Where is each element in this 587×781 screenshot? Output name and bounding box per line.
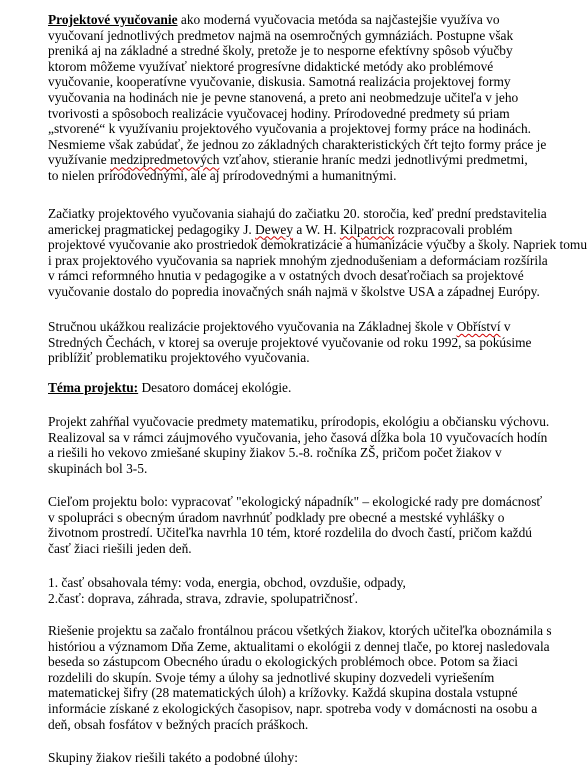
text-line — [48, 152, 528, 167]
text-line — [48, 350, 310, 365]
text-run: 2.časť: doprava, záhrada, strava, zdravie, spolupatričnosť. — [48, 590, 359, 606]
text-run: Stredných Čechách, v ktorej sa overuje projektové vyučovanie od roku 1992, sa pokúsime — [48, 334, 532, 350]
text-line — [48, 494, 542, 509]
text-line — [48, 510, 504, 525]
text-line — [48, 654, 518, 669]
text-line — [48, 59, 493, 74]
text-run: „stvorené“ k využívaniu projektového vyučovania a projektovej formy práce na hodinách. — [48, 121, 532, 137]
text-line — [48, 525, 532, 540]
text-run: rozpracovali problém — [394, 221, 513, 237]
text-line — [48, 253, 548, 268]
text-line — [48, 639, 550, 654]
text-line — [48, 445, 502, 460]
text-line — [48, 28, 513, 43]
text-run: v rámci reformného hnutia v pedagogike a v ostatných dvoch desaťročiach sa projektové — [48, 268, 524, 284]
text-run: Riešenie projektu sa začalo frontálnou prácou všetkých žiakov, ktorých učiteľka oboznámila s — [48, 623, 552, 638]
text-run: históriou a významom Dňa Zeme, aktualitami o ekológii z dennej tlače, po ktorej nasledovala — [48, 638, 550, 654]
text-line — [48, 268, 524, 283]
spellcheck-word: Obříství — [456, 319, 501, 334]
text-run: Cieľom projektu bolo: vypracovať "ekologický nápadník" – ekologické rady pre domácnosť — [48, 494, 543, 509]
text-run: matematickej šifry (28 matematických úloh) a krížovky. Každá skupina dostala vstupné — [48, 685, 518, 701]
text-line — [48, 137, 546, 152]
text-run: v — [500, 319, 511, 334]
heading-label: Projektové vyučovanie — [48, 12, 178, 27]
text-run: vzťahov, stieranie hraníc medzi jednotlivými predmetmi, — [219, 152, 528, 168]
spellcheck-word: medzipredmetových — [110, 152, 220, 168]
text-line — [48, 74, 511, 89]
text-run: tvorivosti a spôsoboch realizácie vyučovacej hodiny. Prírodovedné predmety sú priam — [48, 105, 510, 121]
text-run: priblížiť problematiku projektového vyučovania. — [48, 350, 310, 366]
text-run: vyučovania na hodinách nie je pevne stanovená, a preto ani neobmedzuje učiteľa v jeho — [48, 90, 519, 105]
text-run: Začiatky projektového vyučovania siahajú do začiatku 20. storočia, keď prední predstavitelia — [48, 206, 547, 221]
text-line — [48, 206, 547, 221]
spellcheck-word: Kilpatrick — [339, 221, 395, 237]
text-line — [48, 319, 511, 334]
text-run: Nesmieme však zabúdať, že jednou zo základných charakteristických čŕt tejto formy práce je — [48, 136, 547, 152]
text-run: Stručnou ukážkou realizácie projektového vyučovania na Základnej škole v — [48, 319, 457, 334]
text-line — [48, 461, 147, 476]
text-line — [48, 237, 587, 252]
text-line — [48, 90, 518, 105]
text-run: americkej pragmatickej pedagogiky J. — [48, 221, 256, 237]
text-line — [48, 335, 531, 350]
text-run: beseda so zástupcom Obecného úradu o ekologických problémoch obce. Potom sa žiaci — [48, 654, 519, 670]
text-run: i prax projektového vyučovania sa napriek mnohým zjednodušeniam a deformáciam rozšírila — [48, 252, 548, 268]
text-line — [48, 717, 308, 732]
text-line — [48, 284, 540, 299]
text-run: vyučovanie dostalo do popredia inovačných snáh najmä v školstve USA a západnej Európy. — [48, 284, 540, 299]
text-line — [48, 121, 531, 136]
text-run: informácie získané z ekologických časopisov, napr. spotreba vody v domácnosti na osobu a — [48, 701, 538, 716]
text-run: v spolupráci s obecným úradom navrhnúť podklady pre obecné a mestské vyhlášky o — [48, 509, 505, 525]
text-run: ktorom môžeme využívať niektoré progresívne didaktické metódy ako problémové — [48, 58, 494, 74]
text-run: preniká aj na základné a stredné školy, pretože je to nesporne efektívny spôsob výučby — [48, 43, 513, 59]
text-run: 1. časť obsahovala témy: voda, energia, obchod, ovzdušie, odpady, — [48, 575, 406, 590]
text-run: skupinách bol 3-5. — [48, 460, 148, 476]
text-run: a riešili ho vekovo zmiešané skupiny žiakov 5.-8. ročníka ZŠ, pričom počet žiakov v — [48, 445, 502, 461]
text-run: vyučovanie, kooperatívne vyučovanie, diskusia. Samotná realizácia projektovej formy — [48, 74, 511, 90]
text-run: Desatoro domácej ekológie. — [138, 380, 292, 395]
text-line — [48, 750, 298, 765]
text-line — [48, 12, 500, 27]
text-line — [48, 414, 549, 429]
text-line — [48, 623, 552, 638]
text-run: to nielen prírodovednými, ale aj prírodovednými a humanitnými. — [48, 168, 397, 183]
text-run: Projekt zahŕňal vyučovacie predmety matematiku, prírodopis, ekológiu a občiansku výchovu. — [48, 414, 550, 429]
text-line — [48, 685, 518, 700]
text-line — [48, 168, 396, 183]
text-line — [48, 701, 537, 716]
text-line — [48, 575, 406, 590]
text-line — [48, 541, 192, 556]
text-line — [48, 380, 291, 395]
text-line — [48, 106, 510, 121]
text-run: projektové vyučovanie ako prostriedok demokratizácie a humanizácie výučby a školy. Napriek tomu — [48, 237, 587, 253]
text-run: a W. H. — [293, 221, 340, 237]
text-run: Realizoval sa v rámci záujmového vyučovania, jeho časová dĺžka bola 10 vyučovacích hodín — [48, 429, 548, 445]
text-line — [48, 670, 494, 685]
text-run: využívanie — [48, 152, 111, 168]
heading-label: Téma projektu: — [48, 380, 139, 395]
text-run: životnom prostredí. Učiteľka navrhla 10 tém, ktoré rozdelila do dvoch častí, pričom každú — [48, 525, 533, 541]
text-line — [48, 430, 547, 445]
text-run: ako moderná vyučovacia metóda sa najčastejšie využíva vo — [177, 12, 500, 27]
text-run: deň, obsah fosfátov v bežných pracích práškoch. — [48, 716, 309, 732]
text-line — [48, 222, 512, 237]
text-line — [48, 591, 358, 606]
text-run: vyučovaní jednotlivých predmetov najmä na osemročných gymnáziách. Postupne však — [48, 27, 514, 43]
spellcheck-word: Dewey — [255, 221, 294, 237]
text-run: časť žiaci riešili jeden deň. — [48, 540, 192, 556]
text-run: Skupiny žiakov riešili takéto a podobné úlohy: — [48, 750, 298, 765]
text-run: rozdelili do skupín. Svoje témy a úlohy sa jednotlivé skupiny dozvedeli vyriešením — [48, 669, 495, 685]
text-line — [48, 43, 513, 58]
